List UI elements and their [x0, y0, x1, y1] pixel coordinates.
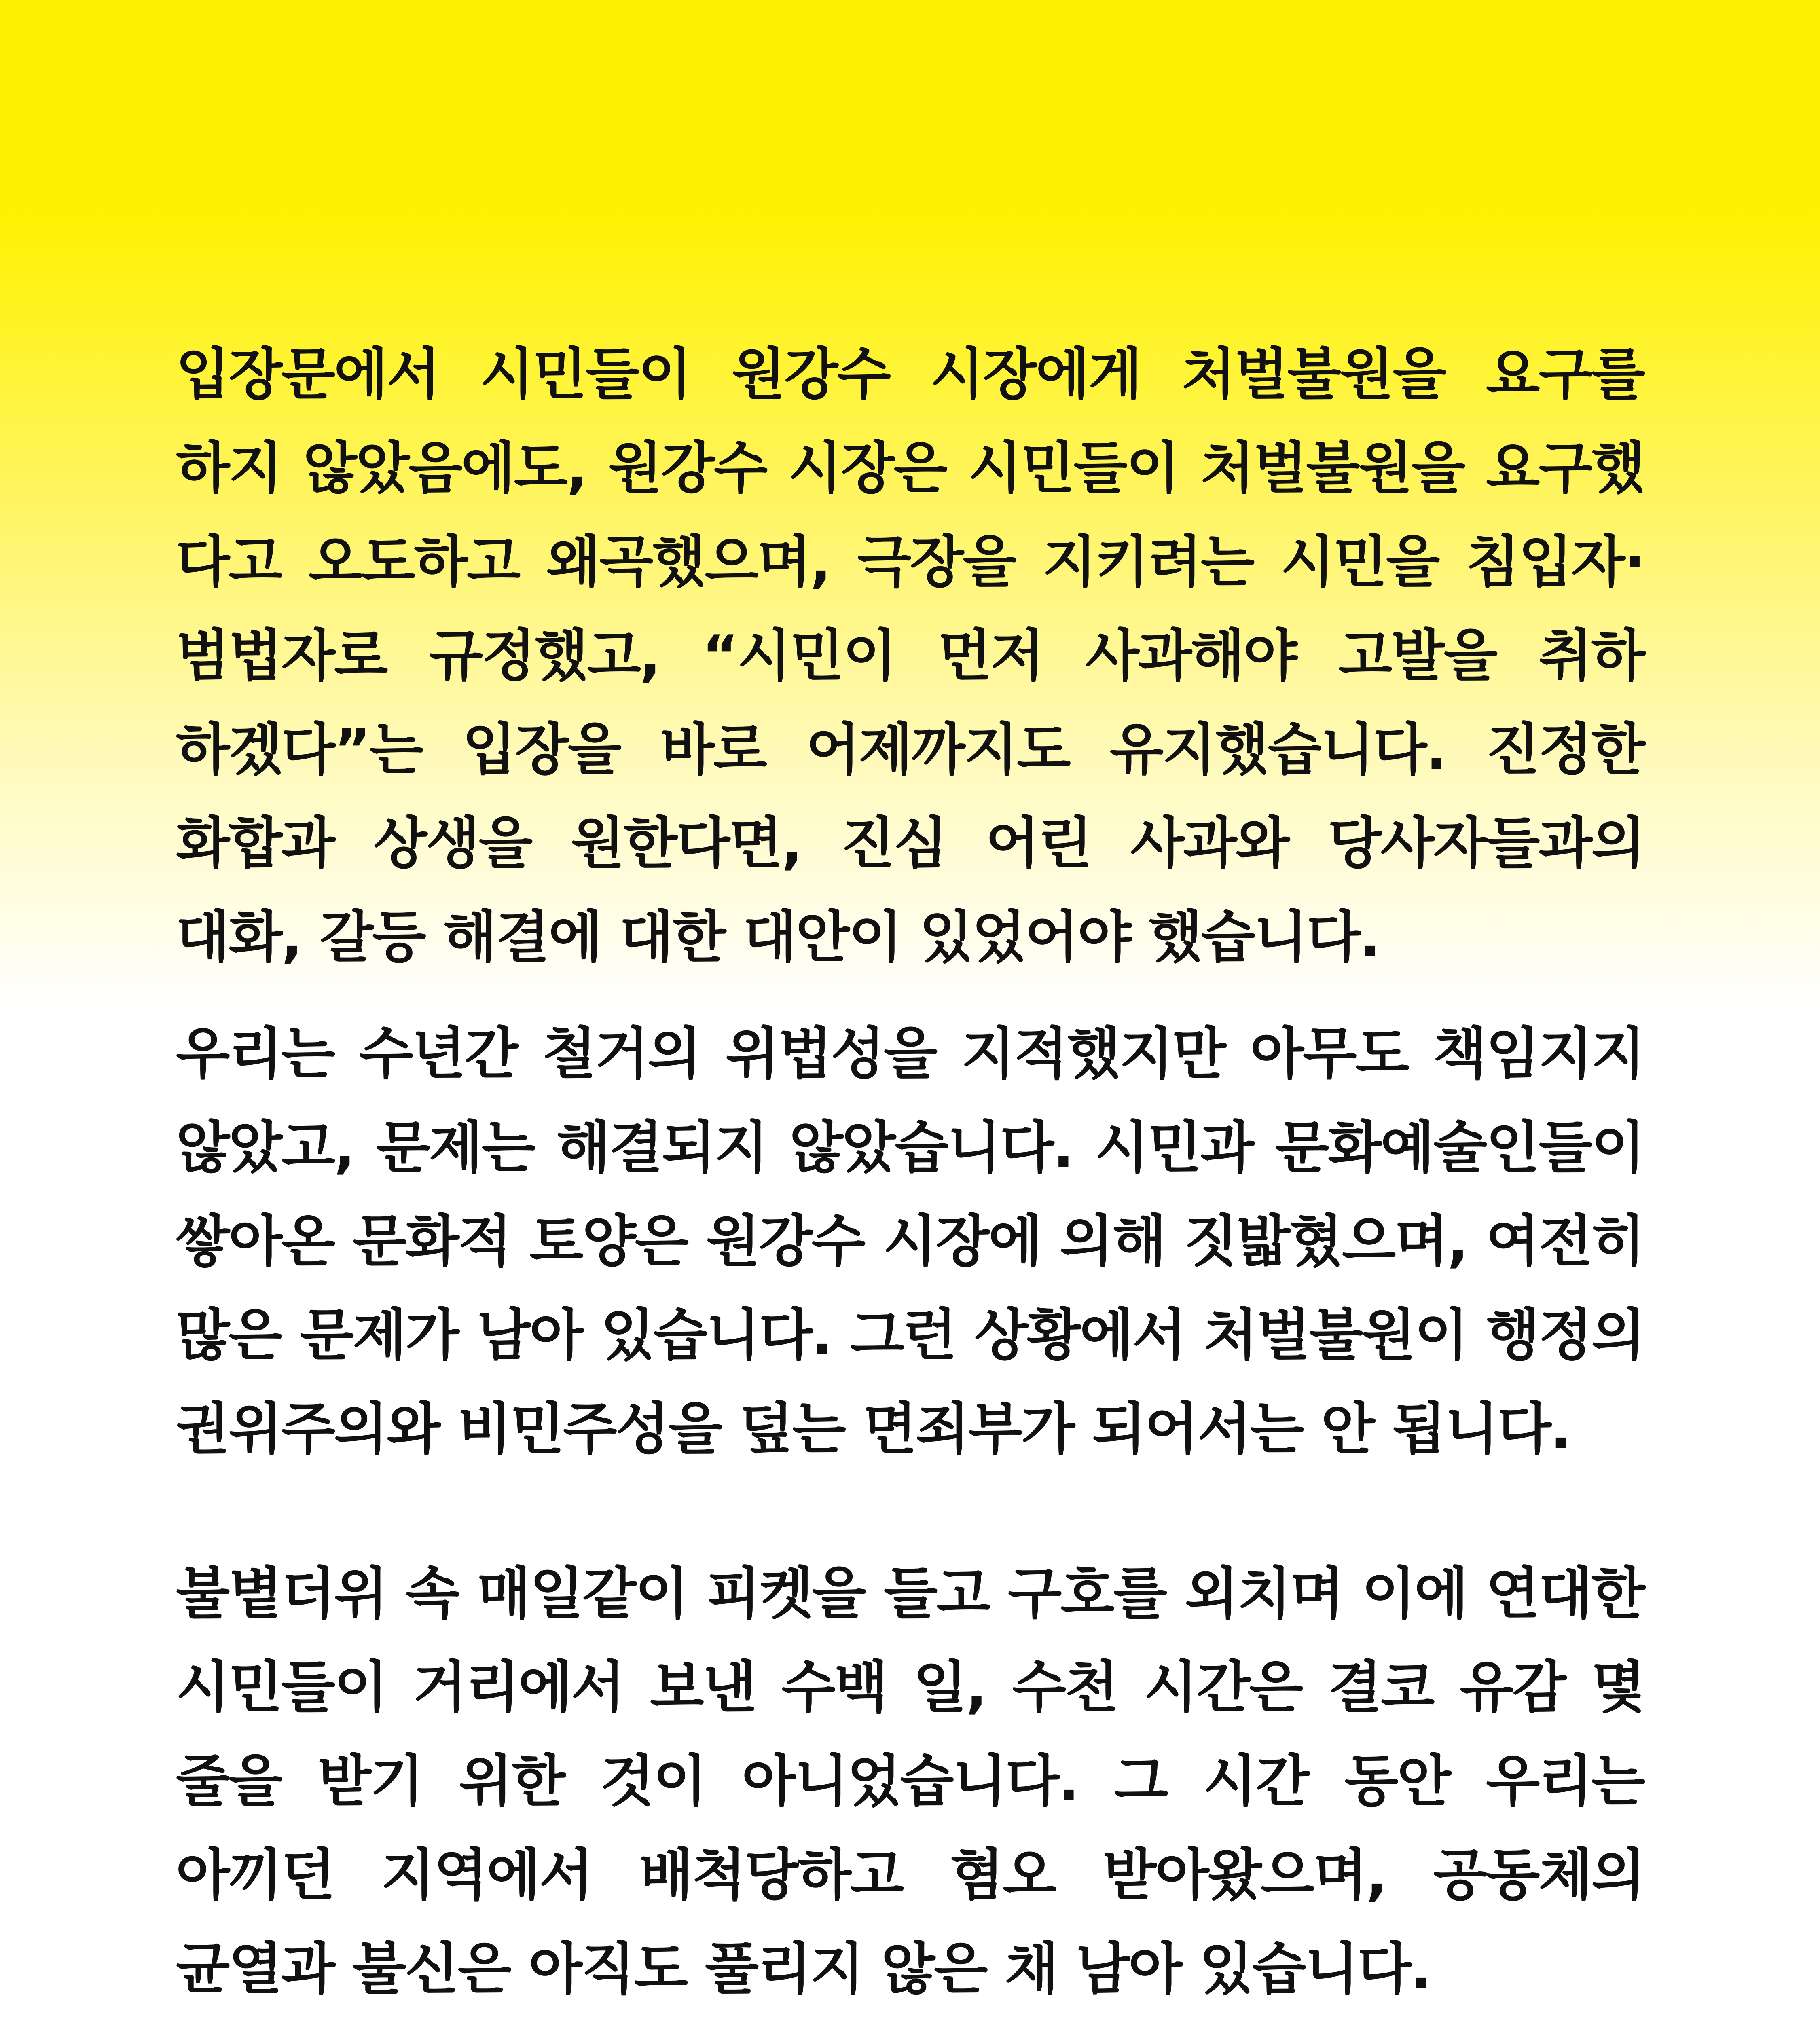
- paragraph-3: [176, 1547, 1644, 2016]
- paragraph-line: 화합과 상생을 원한다면, 진심 어린 사과와 당사자들과의: [176, 811, 1644, 876]
- paragraph-line: 줄을 받기 위한 것이 아니었습니다. 그 시간 동안 우리는: [176, 1749, 1644, 1814]
- paragraph-line: 우리는 수년간 철거의 위법성을 지적했지만 아무도 책임지지: [176, 1021, 1644, 1086]
- paragraph-line: 입장문에서 시민들이 원강수 시장에게 처벌불원을 요구를: [176, 342, 1644, 407]
- paragraph-line: 권위주의와 비민주성을 덮는 면죄부가 되어서는 안 됩니다.: [176, 1396, 1570, 1462]
- paragraph-line: 시민들이 거리에서 보낸 수백 일, 수천 시간은 결코 유감 몇: [176, 1655, 1644, 1720]
- paragraph-line: 많은 문제가 남아 있습니다. 그런 상황에서 처벌불원이 행정의: [176, 1303, 1644, 1368]
- paragraph-line: 아끼던 지역에서 배척당하고 혐오 받아왔으며, 공동체의: [176, 1842, 1644, 1908]
- paragraph-line: 하지 않았음에도, 원강수 시장은 시민들이 처벌불원을 요구했: [176, 436, 1644, 501]
- paragraph-line: 다고 오도하고 왜곡했으며, 극장을 지키려는 시민을 침입자·: [176, 529, 1644, 594]
- paragraph-line: 쌓아온 문화적 토양은 원강수 시장에 의해 짓밟혔으며, 여전히: [176, 1209, 1644, 1274]
- paragraph-line: 대화, 갈등 해결에 대한 대안이 있었어야 했습니다.: [176, 905, 1380, 970]
- paragraph-1: [176, 328, 1644, 984]
- paragraph-2: [176, 1007, 1644, 1476]
- paragraph-line: 하겠다”는 입장을 바로 어제까지도 유지했습니다. 진정한: [176, 717, 1644, 782]
- paragraph-line: 않았고, 문제는 해결되지 않았습니다. 시민과 문화예술인들이: [176, 1115, 1644, 1180]
- paragraph-line: 범법자로 규정했고, “시민이 먼저 사과해야 고발을 취하: [176, 623, 1644, 688]
- paragraph-line: 균열과 불신은 아직도 풀리지 않은 채 남아 있습니다.: [176, 1936, 1431, 2001]
- paragraph-line: 불볕더위 속 매일같이 피켓을 들고 구호를 외치며 이에 연대한: [176, 1561, 1644, 1626]
